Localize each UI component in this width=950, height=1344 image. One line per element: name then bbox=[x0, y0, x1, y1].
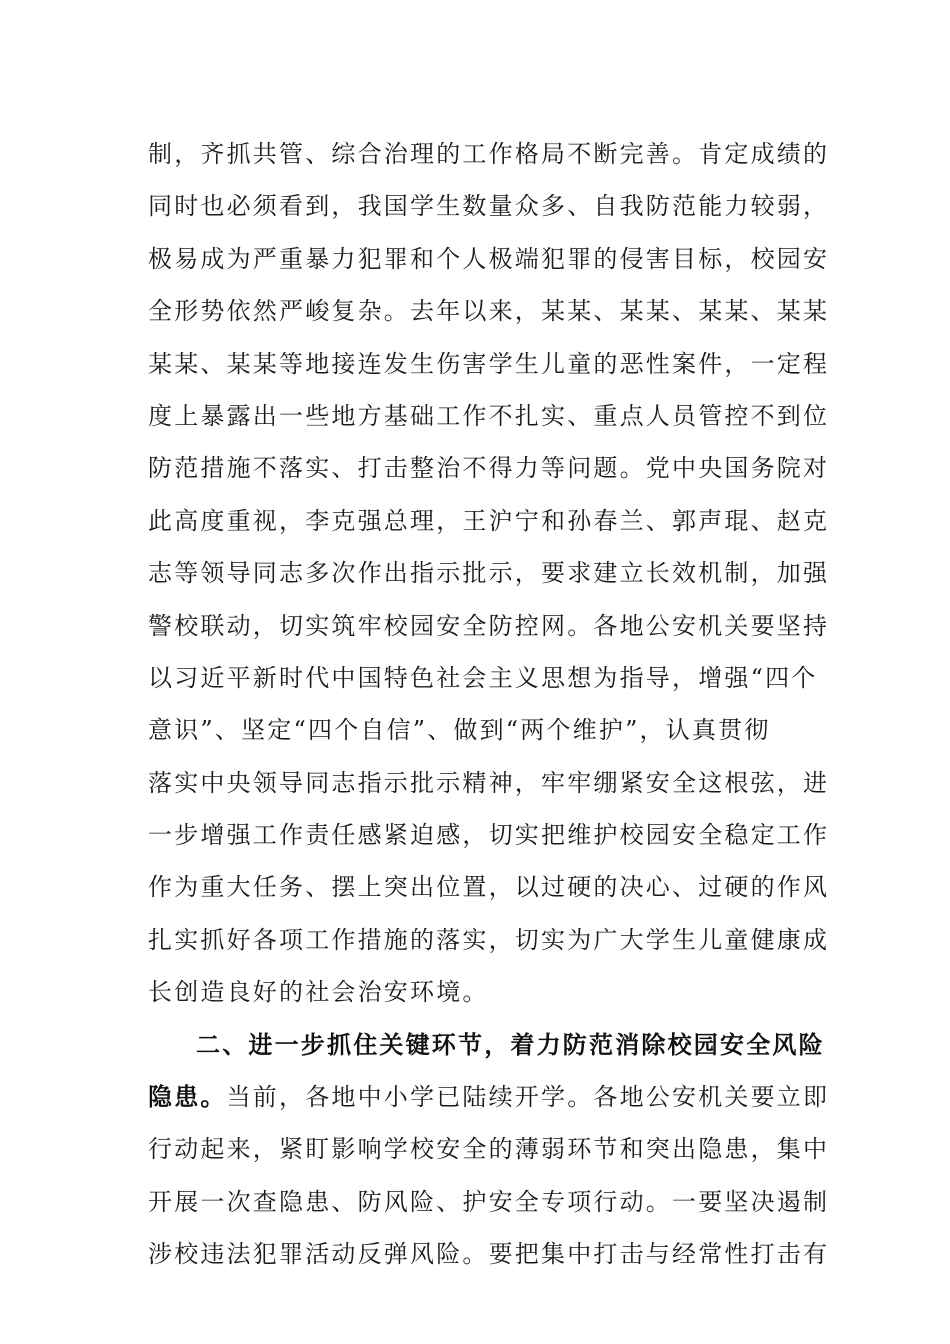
paragraph-line: 警校联动，切实筑牢校园安全防控网。各地公安机关要坚持 bbox=[148, 611, 830, 640]
paragraph-line: 全形势依然严峻复杂。去年以来，某某、某某、某某、某某 bbox=[148, 297, 830, 326]
paragraph-line: 开展一次查隐患、防风险、护安全专项行动。一要坚决遏制 bbox=[148, 1187, 830, 1216]
paragraph-line: 度上暴露出一些地方基础工作不扎实、重点人员管控不到位 bbox=[148, 401, 830, 430]
paragraph-line: 长创造良好的社会治安环境。 bbox=[148, 978, 489, 1007]
paragraph-line: 落实中央领导同志指示批示精神，牢牢绷紧安全这根弦，进 bbox=[148, 768, 830, 797]
paragraph-line: 意识”、坚定“四个自信”、做到“两个维护”，认真贯彻 bbox=[148, 716, 771, 745]
paragraph-line: 行动起来，紧盯影响学校安全的薄弱环节和突出隐患，集中 bbox=[148, 1135, 830, 1164]
paragraph-line: 此高度重视，李克强总理，王沪宁和孙春兰、郭声琨、赵克 bbox=[148, 506, 830, 535]
paragraph-text: 当前，各地中小学已陆续开学。各地公安机关要立即 bbox=[226, 1083, 830, 1112]
section-heading: 二、进一步抓住关键环节，着力防范消除校园安全风险 bbox=[196, 1030, 825, 1059]
paragraph-line: 以习近平新时代中国特色社会主义思想为指导，增强“四个 bbox=[148, 663, 818, 692]
paragraph-line: 制，齐抓共管、综合治理的工作格局不断完善。肯定成绩的 bbox=[148, 140, 830, 168]
paragraph-line: 一步增强工作责任感紧迫感，切实把维护校园安全稳定工作 bbox=[148, 821, 830, 850]
paragraph-line bbox=[148, 1071, 828, 1123]
paragraph-line: 极易成为严重暴力犯罪和个人极端犯罪的侵害目标，校园安 bbox=[148, 244, 830, 273]
section-heading-end: 隐患。 bbox=[148, 1083, 227, 1112]
paragraph-line: 扎实抓好各项工作措施的落实，切实为广大学生儿童健康成 bbox=[148, 925, 830, 954]
paragraph-line: 同时也必须看到，我国学生数量众多、自我防范能力较弱， bbox=[148, 192, 830, 221]
paragraph-line: 涉校违法犯罪活动反弹风险。要把集中打击与经常性打击有 bbox=[148, 1240, 830, 1269]
paragraph-line: 防范措施不落实、打击整治不得力等问题。党中央国务院对 bbox=[148, 454, 830, 483]
paragraph-line: 志等领导同志多次作出指示批示，要求建立长效机制，加强 bbox=[148, 559, 830, 588]
document-body bbox=[148, 128, 828, 1281]
paragraph-line: 作为重大任务、摆上突出位置，以过硬的决心、过硬的作风 bbox=[148, 873, 830, 902]
paragraph-line: 某某、某某等地接连发生伤害学生儿童的恶性案件，一定程 bbox=[148, 349, 830, 378]
